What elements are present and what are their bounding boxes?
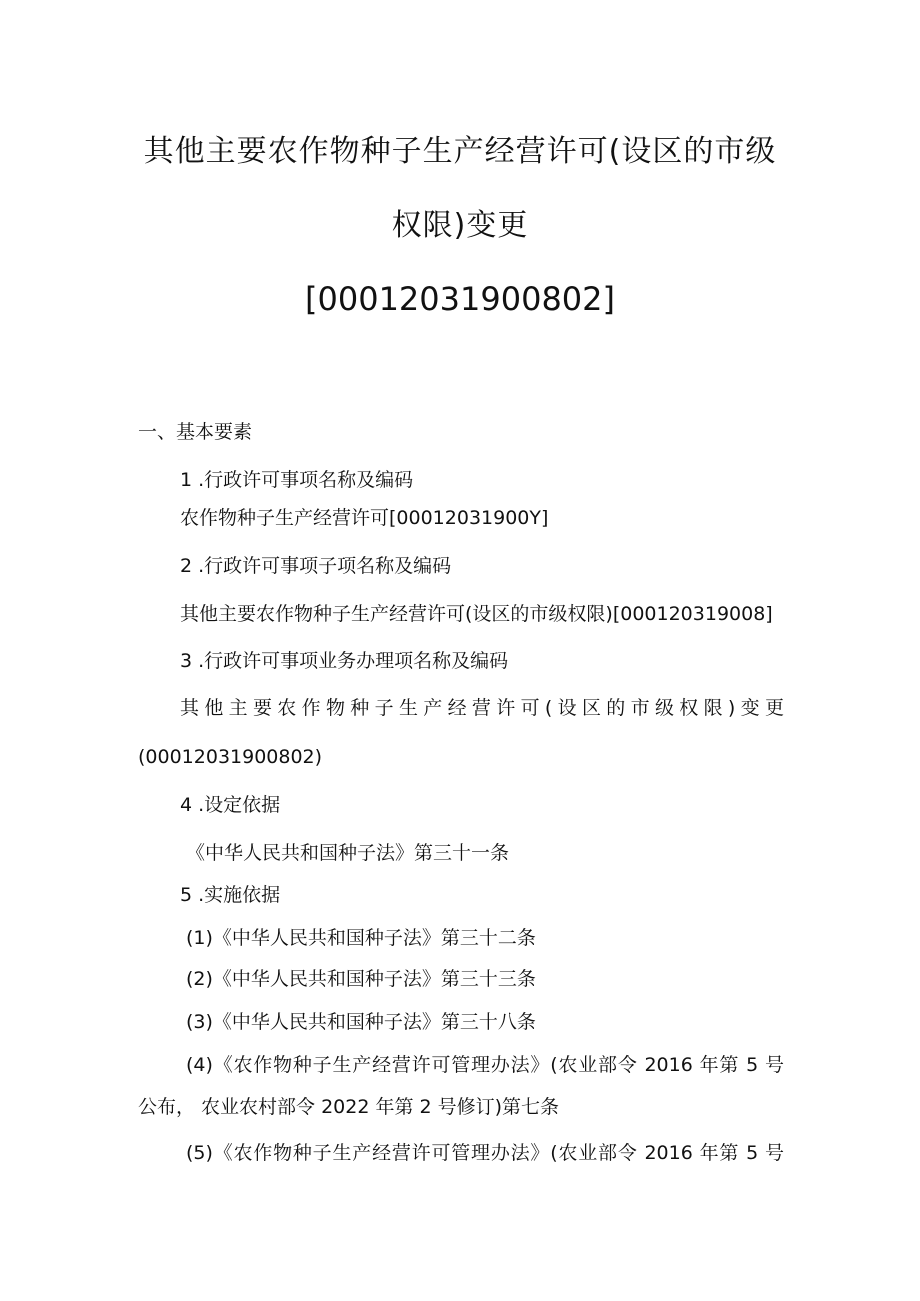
item-4-value: 《中华人民共和国种子法》第三十一条: [186, 842, 510, 864]
basis-4-line-1: (4)《农作物种子生产经营许可管理办法》(农业部令 2016 年第 5 号: [186, 1054, 784, 1076]
basis-3: (3)《中华人民共和国种子法》第三十八条: [186, 1011, 536, 1033]
item-4-heading: 4 .设定依据: [180, 794, 281, 816]
basis-5-line-1: (5)《农作物种子生产经营许可管理办法》(农业部令 2016 年第 5 号: [186, 1142, 784, 1164]
document-title-code: [00012031900802]: [305, 280, 615, 318]
item-1-value: 农作物种子生产经营许可[00012031900Y]: [180, 507, 549, 529]
item-1-heading: 1 .行政许可事项名称及编码: [180, 469, 414, 491]
document-title-line-1: 其他主要农作物种子生产经营许可(设区的市级: [143, 134, 777, 169]
section-heading-basic-elements: 一、基本要素: [138, 421, 253, 443]
item-2-value: 其他主要农作物种子生产经营许可(设区的市级权限)[000120319008]: [180, 603, 773, 625]
item-3-heading: 3 .行政许可事项业务办理项名称及编码: [180, 650, 509, 672]
item-2-heading: 2 .行政许可事项子项名称及编码: [180, 555, 452, 577]
item-3-value-line-2: (00012031900802): [138, 746, 323, 768]
document-title-line-2: 权限)变更: [391, 208, 529, 243]
basis-1: (1)《中华人民共和国种子法》第三十二条: [186, 927, 536, 949]
basis-4-line-2: 公布， 农业农村部令 2022 年第 2 号修订)第七条: [138, 1096, 560, 1118]
item-5-heading: 5 .实施依据: [180, 884, 281, 906]
item-3-value-line-1: 其他主要农作物种子生产经营许可(设区的市级权限)变更: [180, 697, 784, 719]
basis-2: (2)《中华人民共和国种子法》第三十三条: [186, 968, 536, 990]
